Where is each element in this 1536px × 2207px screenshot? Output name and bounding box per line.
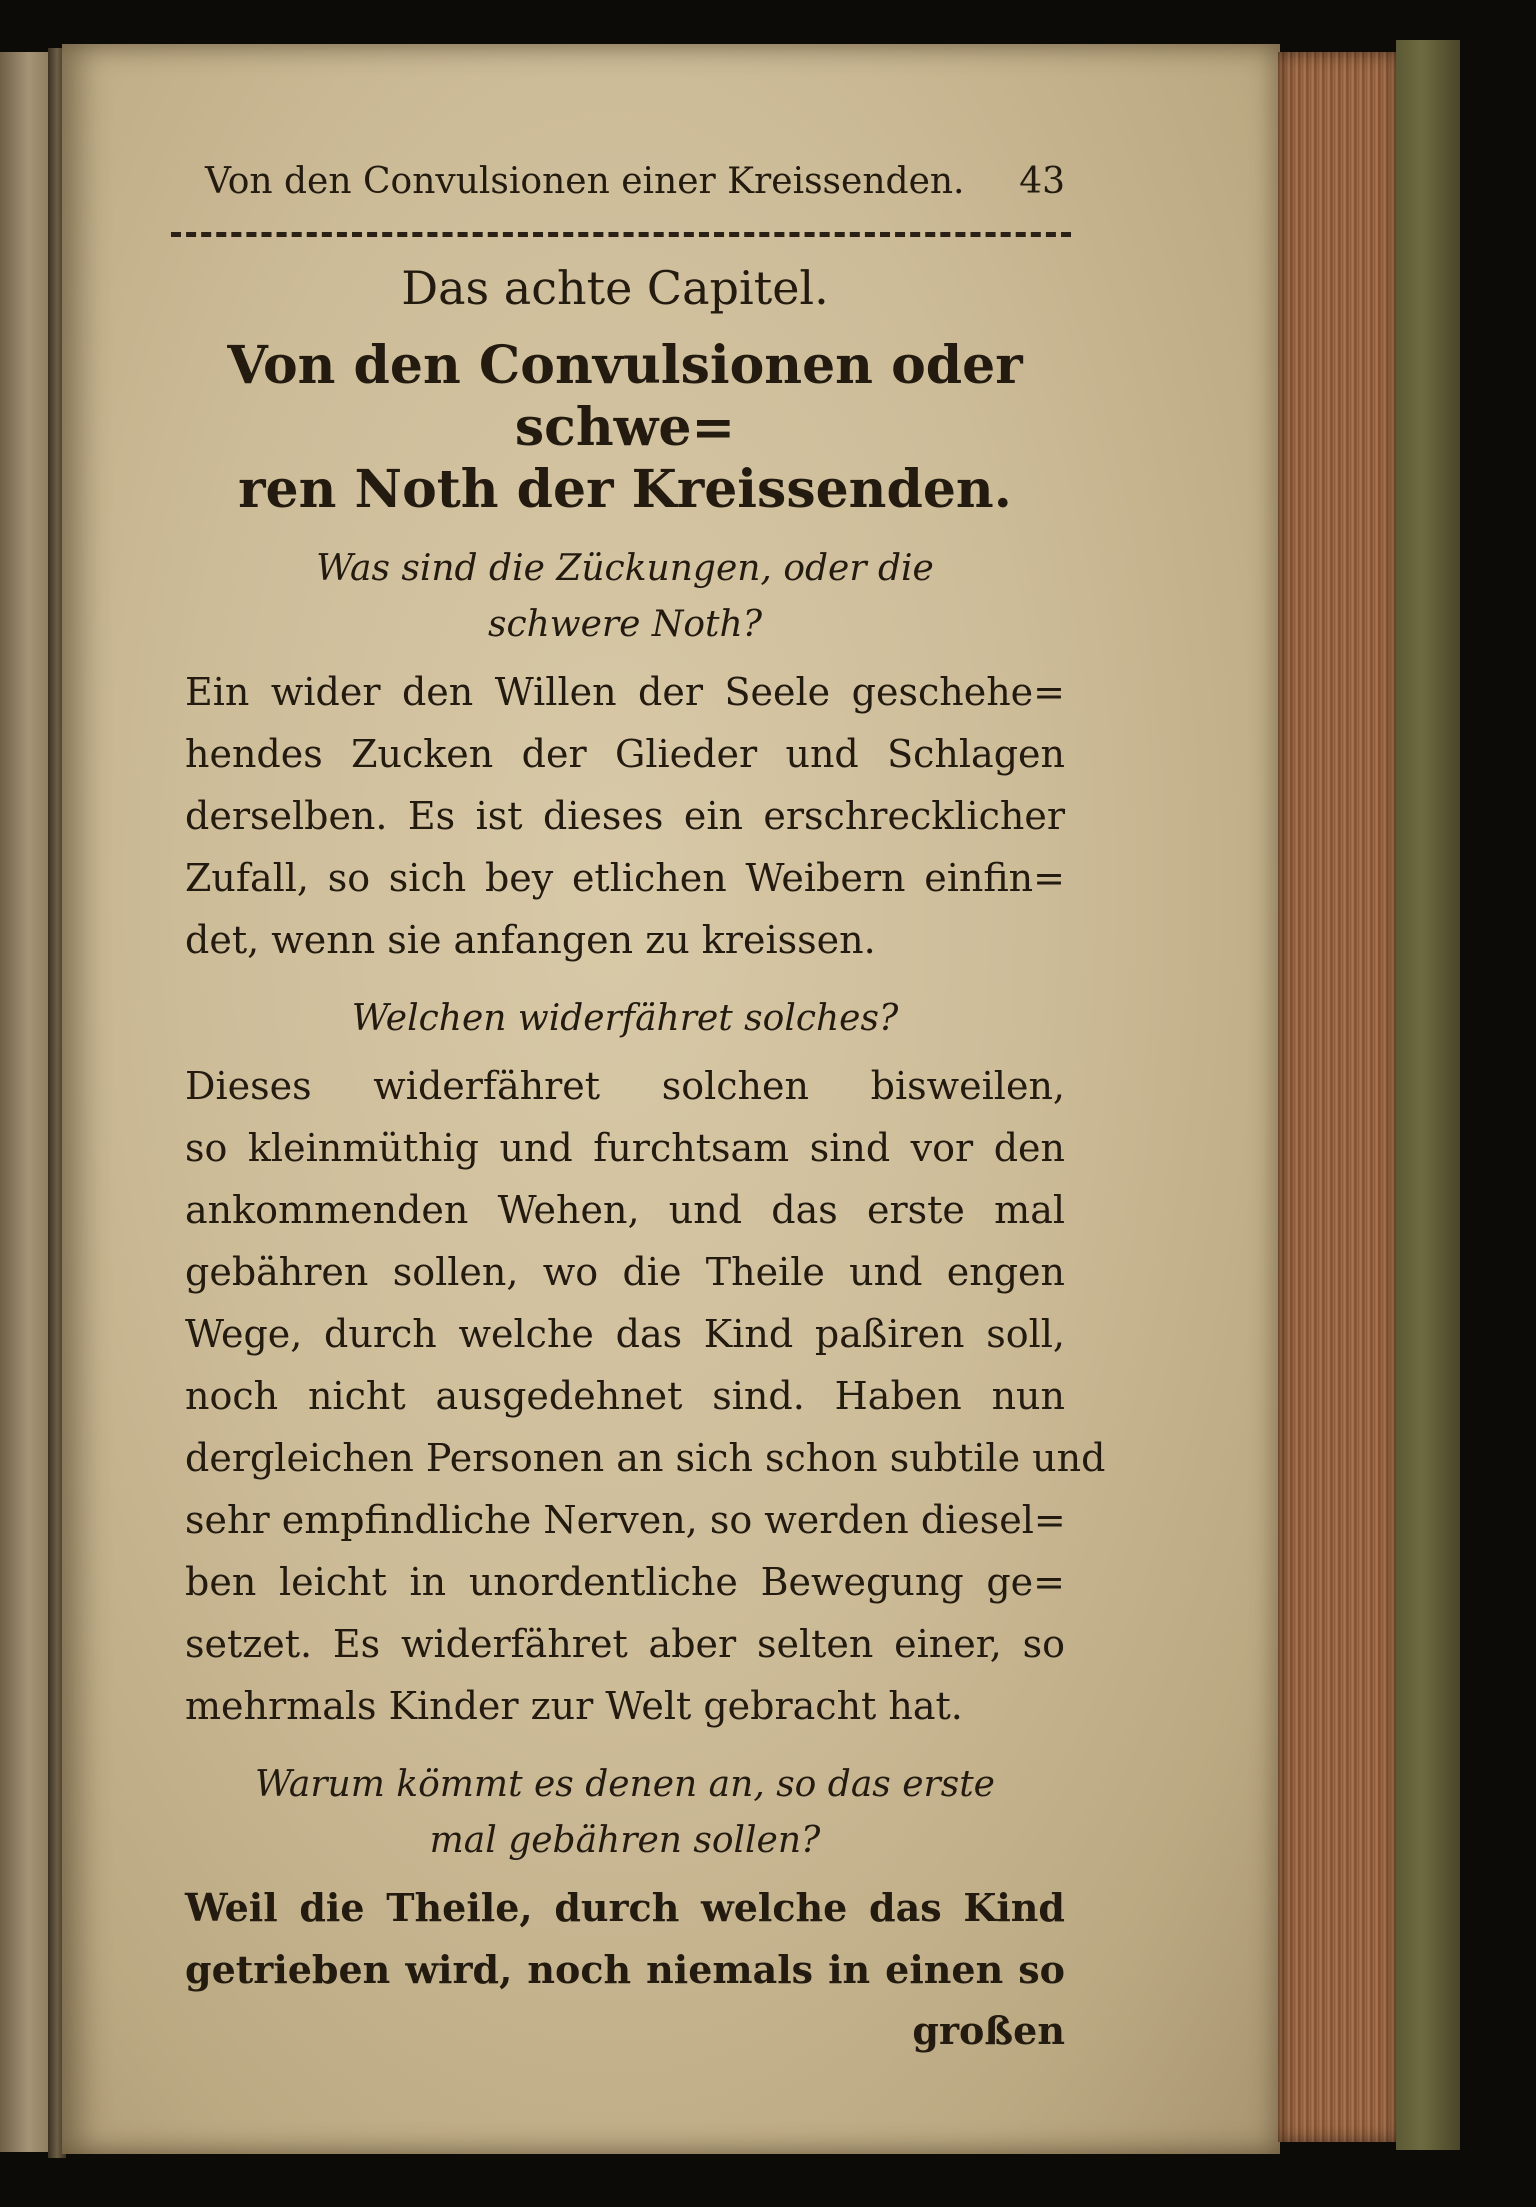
question xyxy=(185,541,1065,653)
question xyxy=(185,1757,1065,1869)
question-line: schwere Noth? xyxy=(487,604,763,645)
answer-line: Zufall, so sich bey etlichen Weibern einfin= xyxy=(185,856,1065,900)
chapter-title-line: Von den Convulsionen oder schwe= xyxy=(227,335,1023,458)
answer-line: setzet. Es widerfähret aber selten einer, so xyxy=(185,1622,1065,1666)
chapter-label: Das achte Capitel. xyxy=(401,261,829,315)
answer-paragraph xyxy=(185,661,1065,971)
question-line: mal gebähren sollen? xyxy=(429,1820,821,1861)
answer-line: getrieben wird, noch niemals in einen so xyxy=(185,1947,1065,1992)
chapter-title-line: ren Noth der Kreissenden. xyxy=(238,459,1012,520)
question-line: Was sind die Zückungen, oder die xyxy=(316,548,934,589)
answer-line: ankommenden Wehen, und das erste mal xyxy=(185,1188,1065,1232)
page-fore-edge xyxy=(1278,52,1398,2142)
answer-line: mehrmals Kinder zur Welt gebracht hat. xyxy=(185,1684,963,1728)
answer-paragraph xyxy=(185,1877,1065,2001)
answer-paragraph xyxy=(185,1055,1106,1737)
question xyxy=(185,991,1065,1047)
catchword: großen xyxy=(912,2008,1065,2053)
answer-line: Dieses widerfähret solchen bisweilen, xyxy=(185,1064,1065,1108)
head-rule xyxy=(171,232,1071,237)
answer-line: noch nicht ausgedehnet sind. Haben nun xyxy=(185,1374,1065,1418)
answer-line: dergleichen Personen an sich schon subtile und xyxy=(185,1436,1106,1480)
answer-line: derselben. Es ist dieses ein erschrecklicher xyxy=(185,794,1065,838)
answer-line: Ein wider den Willen der Seele geschehe= xyxy=(185,670,1065,714)
answer-line: hendes Zucken der Glieder und Schlagen xyxy=(185,732,1065,776)
answer-line: sehr empfindliche Nerven, so werden diesel= xyxy=(185,1498,1066,1542)
page-number: 43 xyxy=(1019,161,1065,202)
question-line: Warum kömmt es denen an, so das erste xyxy=(255,1764,995,1805)
answer-line: det, wenn sie anfangen zu kreissen. xyxy=(185,918,876,962)
answer-line: gebähren sollen, wo die Theile und engen xyxy=(185,1250,1065,1294)
answer-line: Wege, durch welche das Kind paßiren soll, xyxy=(185,1312,1065,1356)
running-head xyxy=(205,160,1065,204)
answer-line: Weil die Theile, durch welche das Kind xyxy=(185,1885,1065,1930)
previous-page-edge xyxy=(0,52,52,2152)
question-line: Welchen widerfähret solches? xyxy=(351,998,899,1039)
running-head-title: Von den Convulsionen einer Kreissenden. xyxy=(205,161,965,202)
chapter-title xyxy=(185,335,1065,521)
answer-line: ben leicht in unordentliche Bewegung ge= xyxy=(185,1560,1065,1604)
book-cover-edge xyxy=(1396,40,1460,2150)
answer-line: so kleinmüthig und furchtsam sind vor den xyxy=(185,1126,1065,1170)
page-text xyxy=(185,160,1106,2061)
